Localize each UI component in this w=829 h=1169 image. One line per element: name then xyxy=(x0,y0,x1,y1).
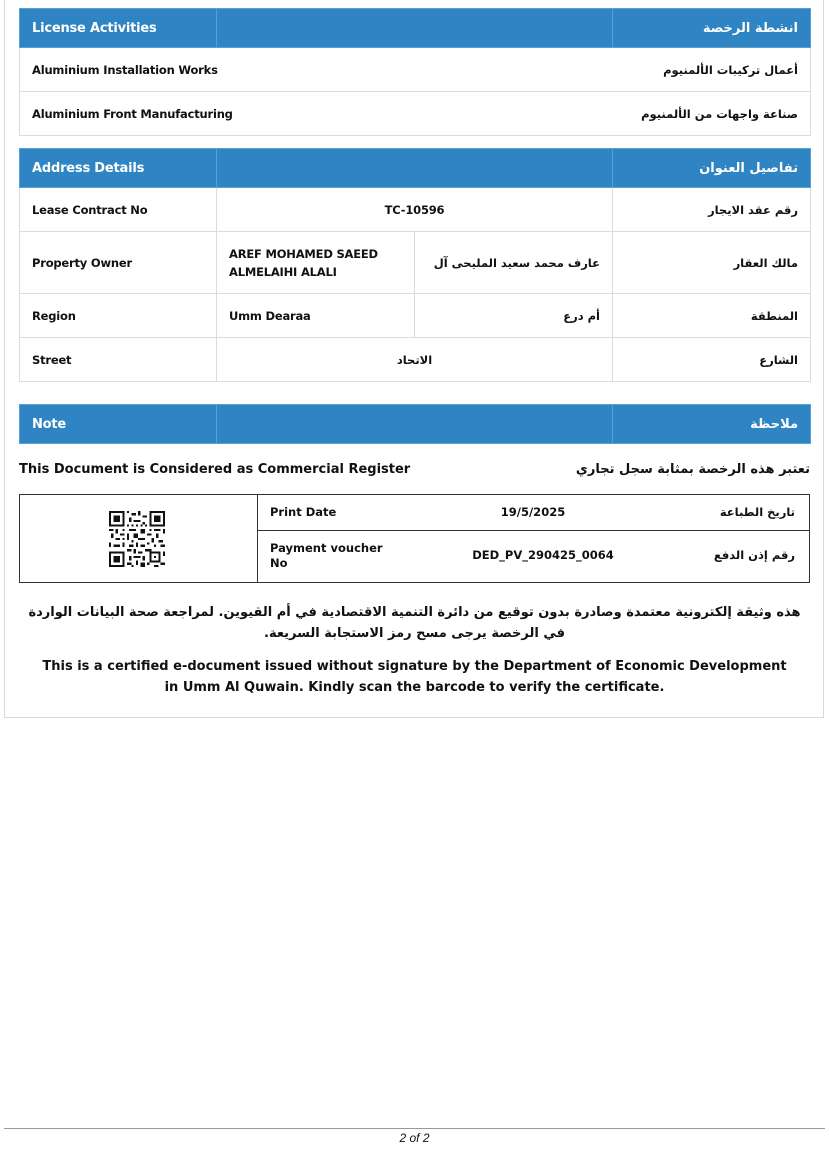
table-row xyxy=(20,294,811,338)
note-table xyxy=(19,404,811,444)
street-label-en: Street xyxy=(20,338,217,382)
activity-en: Aluminium Installation Works xyxy=(20,48,613,92)
page-divider xyxy=(4,1128,825,1129)
print-info-box xyxy=(19,494,810,583)
qr-code-icon[interactable] xyxy=(109,511,165,567)
activity-ar: صناعة واجهات من الألمنيوم xyxy=(613,92,811,136)
table-row xyxy=(20,48,811,92)
owner-label-en: Property Owner xyxy=(20,232,217,294)
note-text-ar: تعتبر هذه الرخصة بمثابة سجل تجاري xyxy=(575,462,810,477)
address-details-table xyxy=(19,148,811,382)
print-date-row xyxy=(258,495,809,531)
activity-ar: أعمال تركيبات الألمنيوم xyxy=(613,48,811,92)
lease-value: TC-10596 xyxy=(217,188,613,232)
table-row xyxy=(20,232,811,294)
voucher-value: DED_PV_290425_0064 xyxy=(472,548,614,562)
owner-value-ar: عارف محمد سعيد المليحى آل xyxy=(415,232,613,294)
certification-text-ar: هذه وثيقة إلكترونية معتمدة وصادرة بدون توقيع من دائرة التنمية الاقتصادية في أم القيوين. لمراجعة صحة البيانات الواردة في الرخصة يرجى مسح رمز الاستجابة السريعة. xyxy=(28,605,801,641)
owner-value-en: AREF MOHAMED SAEED ALMELAIHI ALALI xyxy=(217,232,415,294)
qr-cell xyxy=(20,495,258,582)
table-row xyxy=(20,92,811,136)
license-activities-table xyxy=(19,8,811,136)
region-label-ar: المنطقة xyxy=(613,294,811,338)
note-text-en: This Document is Considered as Commercial Register xyxy=(19,462,411,477)
page-number: 2 of 2 xyxy=(399,1131,430,1145)
table-row xyxy=(20,338,811,382)
lease-label-ar: رقم عقد الايجار xyxy=(613,188,811,232)
owner-label-ar: مالك العقار xyxy=(613,232,811,294)
lease-label-en: Lease Contract No xyxy=(20,188,217,232)
activity-en: Aluminium Front Manufacturing xyxy=(20,92,613,136)
activities-title-en: License Activities xyxy=(20,9,217,48)
payment-voucher-row xyxy=(258,531,809,582)
note-line xyxy=(19,462,810,482)
voucher-label-ar: رقم إذن الدفع xyxy=(713,548,795,562)
print-date-value: 19/5/2025 xyxy=(500,505,566,519)
note-title-ar: ملاحظة xyxy=(613,405,811,444)
region-label-en: Region xyxy=(20,294,217,338)
print-date-label-en: Print Date xyxy=(270,505,337,519)
table-row xyxy=(20,188,811,232)
region-value-en: Umm Dearaa xyxy=(217,294,415,338)
note-title-en: Note xyxy=(20,405,217,444)
print-date-label-ar: تاريخ الطباعة xyxy=(719,505,795,519)
region-value-ar: أم درع xyxy=(415,294,613,338)
activities-title-ar: انشطة الرخصة xyxy=(613,9,811,48)
street-value: الاتحاد xyxy=(217,338,613,382)
street-label-ar: الشارع xyxy=(613,338,811,382)
address-title-ar: تفاصيل العنوان xyxy=(613,149,811,188)
voucher-label-en: Payment voucher No xyxy=(270,541,383,570)
address-title-en: Address Details xyxy=(20,149,217,188)
certification-text-en: This is a certified e-document issued without signature by the Department of Economic Development in Umm Al Quwain. Kindly scan the barcode to verify the certificate. xyxy=(42,659,787,695)
